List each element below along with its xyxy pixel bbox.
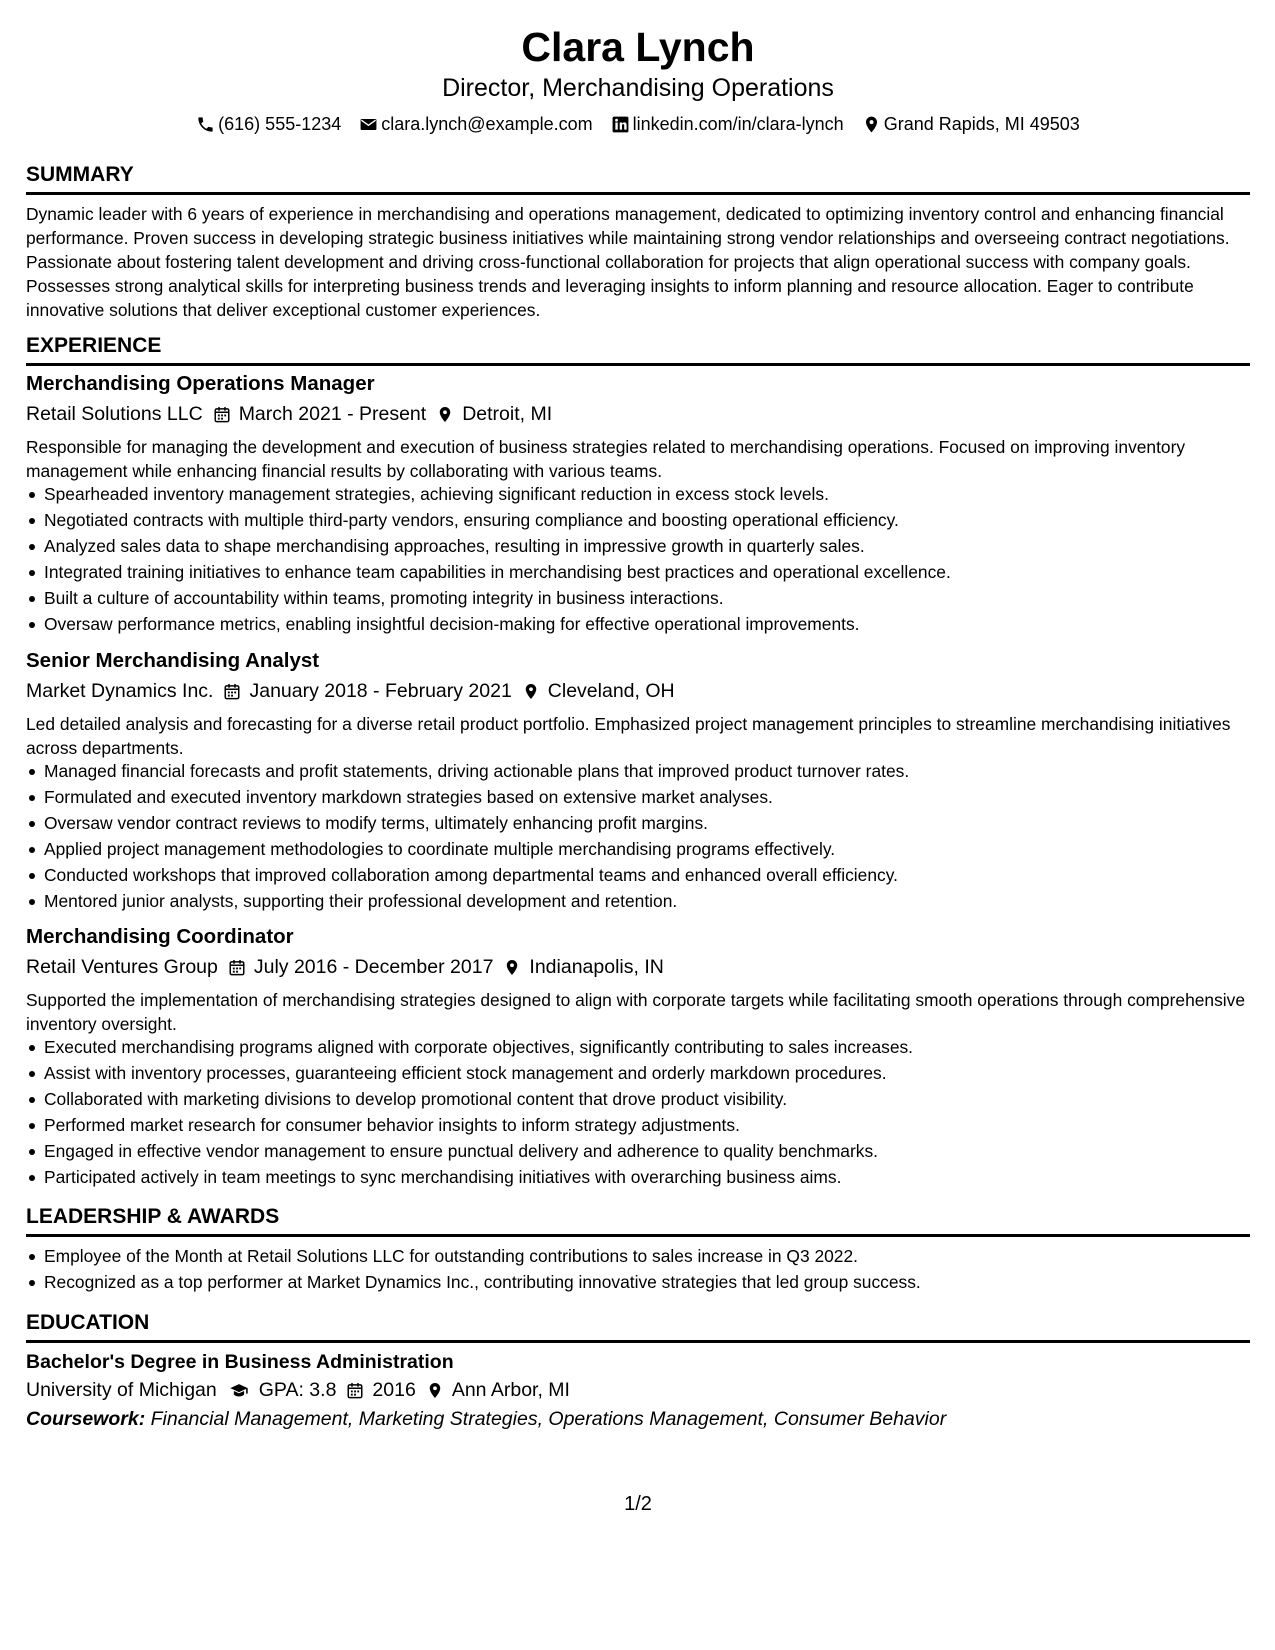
section-leadership-heading: LEADERSHIP & AWARDS — [26, 1204, 1250, 1237]
coursework-list: Financial Management, Marketing Strategies, Operations Management, Consumer Behavior — [150, 1408, 947, 1430]
summary-text: Dynamic leader with 6 years of experience in merchandising and operations management, dedicated to optimizing inventory control and enhancing financial performance. Proven success in developing strategic business initiatives while maintaining strong vendor relationships and overseeing contract negotiations. Passionate about fostering talent development and driving cross-functional collaboration for projects that align operational success with company goals. Possesses strong analytical skills for interpreting business trends and leveraging insights to inform planning and resource allocation. Eager to contribute innovative solutions that deliver exceptional customer experiences. — [26, 204, 1230, 320]
page-number: 1/2 — [624, 1493, 652, 1515]
candidate-title: Director, Merchandising Operations — [442, 74, 834, 102]
job-meta — [26, 954, 664, 980]
contact-location — [862, 112, 1080, 136]
list-item: Conducted workshops that improved collaboration among departmental teams and enhanced overall efficiency. — [26, 862, 1250, 888]
list-item: Assist with inventory processes, guaranteeing efficient stock management and orderly markdown procedures. — [26, 1060, 1250, 1086]
phone-icon — [196, 115, 215, 134]
list-item: Spearheaded inventory management strategies, achieving significant reduction in excess stock levels. — [26, 481, 1250, 507]
candidate-name: Clara Lynch — [521, 24, 755, 70]
phone-text: (616) 555-1234 — [218, 114, 342, 134]
list-item: Integrated training initiatives to enhance team capabilities in merchandising best practices and operational excellence. — [26, 559, 1250, 585]
job-dates: March 2021 - Present — [238, 403, 427, 425]
email-text[interactable]: clara.lynch@example.com — [381, 114, 593, 134]
contact-linkedin[interactable] — [611, 112, 844, 136]
calendar-icon — [223, 682, 241, 701]
graduation-year: 2016 — [372, 1379, 416, 1401]
job-dates: January 2018 - February 2021 — [249, 680, 512, 702]
section-experience-heading: EXPERIENCE — [26, 333, 1250, 366]
job-title: Senior Merchandising Analyst — [26, 649, 320, 672]
linkedin-text[interactable]: linkedin.com/in/clara-lynch — [632, 114, 844, 134]
coursework — [26, 1406, 946, 1432]
job-description: Supported the implementation of merchandising strategies designed to align with corporate targets while facilitating smooth operations through comprehensive inventory oversight. — [26, 990, 1246, 1034]
map-pin-icon — [436, 405, 454, 424]
list-item: Executed merchandising programs aligned with corporate objectives, significantly contributing to sales increases. — [26, 1034, 1250, 1060]
list-item: Applied project management methodologies to coordinate multiple merchandising programs effectively. — [26, 836, 1250, 862]
list-item: Oversaw vendor contract reviews to modify terms, ultimately enhancing profit margins. — [26, 810, 1250, 836]
list-item: Oversaw performance metrics, enabling insightful decision-making for effective operational improvements. — [26, 611, 1250, 637]
list-item: Mentored junior analysts, supporting their professional development and retention. — [26, 888, 1250, 914]
graduation-cap-icon — [227, 1381, 251, 1400]
list-item: Recognized as a top performer at Market Dynamics Inc., contributing innovative strategies that led group success. — [26, 1269, 1250, 1295]
map-pin-icon — [862, 115, 881, 134]
list-item: Built a culture of accountability within teams, promoting integrity in business interactions. — [26, 585, 1250, 611]
map-pin-icon — [503, 958, 521, 977]
job-description: Responsible for managing the development and execution of business strategies related to merchandising operations. Focused on improving inventory management while enhancing financial results by collaborating with various teams. — [26, 437, 1186, 481]
map-pin-icon — [522, 682, 540, 701]
job-dates: July 2016 - December 2017 — [253, 956, 494, 978]
leadership-bullets — [26, 1243, 1250, 1295]
list-item: Employee of the Month at Retail Solutions LLC for outstanding contributions to sales increase in Q3 2022. — [26, 1243, 1250, 1269]
job-title: Merchandising Operations Manager — [26, 372, 375, 395]
section-summary-heading: SUMMARY — [26, 162, 1250, 195]
school-location: Ann Arbor, MI — [451, 1379, 570, 1401]
job-bullets — [26, 758, 1250, 914]
gpa: GPA: 3.8 — [258, 1379, 337, 1401]
job-description: Led detailed analysis and forecasting for a diverse retail product portfolio. Emphasized project management principles to streamline merchandising initiatives across departments. — [26, 714, 1231, 758]
job-company: Retail Ventures Group — [26, 956, 218, 978]
job-location: Cleveland, OH — [547, 680, 675, 702]
envelope-icon — [359, 115, 378, 134]
job-location: Indianapolis, IN — [529, 956, 664, 978]
section-education-heading: EDUCATION — [26, 1310, 1250, 1343]
list-item: Formulated and executed inventory markdown strategies based on extensive market analyses. — [26, 784, 1250, 810]
list-item: Managed financial forecasts and profit statements, driving actionable plans that improved product turnover rates. — [26, 758, 1250, 784]
list-item: Participated actively in team meetings to sync merchandising initiatives with overarching business aims. — [26, 1164, 1250, 1190]
location-text: Grand Rapids, MI 49503 — [883, 114, 1080, 134]
job-meta — [26, 678, 675, 704]
coursework-label: Coursework: — [26, 1408, 146, 1430]
calendar-icon — [213, 405, 231, 424]
job-location: Detroit, MI — [462, 403, 553, 425]
contact-phone — [196, 112, 341, 136]
school-name: University of Michigan — [26, 1379, 217, 1401]
job-bullets — [26, 1034, 1250, 1190]
contact-bar — [26, 112, 1250, 136]
map-pin-icon — [426, 1381, 444, 1400]
list-item: Engaged in effective vendor management to ensure punctual delivery and adherence to quality benchmarks. — [26, 1138, 1250, 1164]
calendar-icon — [346, 1381, 364, 1400]
contact-email[interactable] — [359, 112, 592, 136]
linkedin-icon — [611, 115, 630, 134]
job-company: Market Dynamics Inc. — [26, 680, 214, 702]
list-item: Analyzed sales data to shape merchandising approaches, resulting in impressive growth in quarterly sales. — [26, 533, 1250, 559]
list-item: Negotiated contracts with multiple third-party vendors, ensuring compliance and boosting operational efficiency. — [26, 507, 1250, 533]
calendar-icon — [228, 958, 246, 977]
list-item: Performed market research for consumer behavior insights to inform strategy adjustments. — [26, 1112, 1250, 1138]
job-bullets — [26, 481, 1250, 637]
degree-title: Bachelor's Degree in Business Administration — [26, 1351, 454, 1373]
education-meta — [26, 1377, 570, 1403]
job-company: Retail Solutions LLC — [26, 403, 203, 425]
job-meta — [26, 401, 552, 427]
list-item: Collaborated with marketing divisions to develop promotional content that drove product visibility. — [26, 1086, 1250, 1112]
job-title: Merchandising Coordinator — [26, 925, 294, 948]
